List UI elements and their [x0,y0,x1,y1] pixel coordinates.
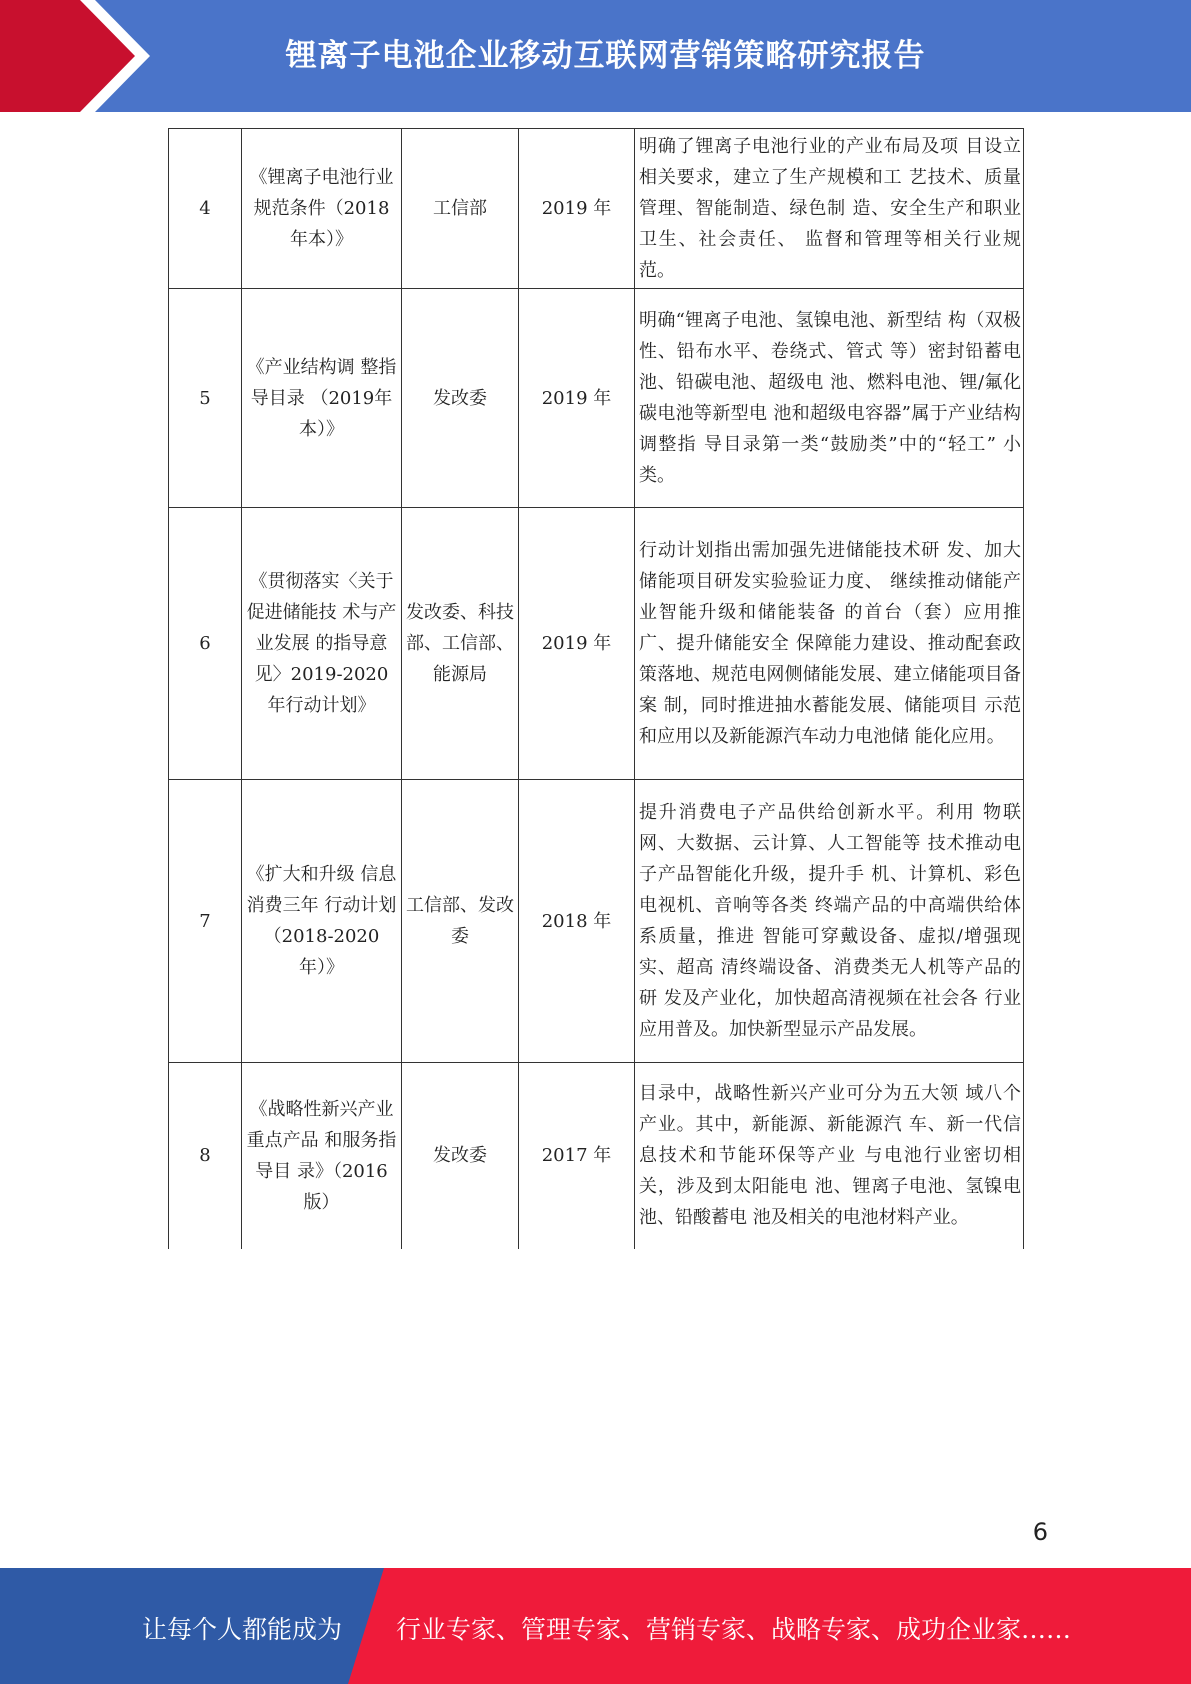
row-number: 8 [169,1063,242,1249]
policy-content: 行动计划指出需加强先进储能技术研 发、加大储能项目研发实验验证力度、 继续推动储能产业智能升级和储能装备 的首台（套）应用推广、提升储能安全 保障能力建设、推动配套政策落地、规范电网侧储能发展、建立储能项目备案 制，同时推进抽水蓄能发展、储能项目 示范和应用以及新能源汽车动力电池储 能化应用。 [635,508,1024,780]
row-number: 6 [169,508,242,780]
issuing-department: 工信部、发改委 [402,780,519,1063]
table-row [169,780,1024,1063]
table-row [169,508,1024,780]
policy-content: 明确“锂离子电池、氢镍电池、新型结 构（双极性、铅布水平、卷绕式、管式 等）密封铅蓄电池、铅碳电池、超级电 池、燃料电池、锂/氟化碳电池等新型电 池和超级电容器”属于产业结构调整指 导目录第一类“鼓励类”中的“轻工” 小类。 [635,289,1024,508]
policy-content: 提升消费电子产品供给创新水平。利用 物联网、大数据、云计算、人工智能等 技术推动电子产品智能化升级，提升手 机、计算机、彩色电视机、音响等各类 终端产品的中高端供给体系质量，推进 智能可穿戴设备、虚拟/增强现实、超高 清终端设备、消费类无人机等产品的研 发及产业化，加快超高清视频在社会各 行业应用普及。加快新型显示产品发展。 [635,780,1024,1063]
policy-name: 《产业结构调 整指导目录 （2019年本）》 [242,289,402,508]
footer-slogan-roles: 行业专家、管理专家、营销专家、战略专家、成功企业家…… [396,1615,1072,1644]
row-number: 5 [169,289,242,508]
policy-name: 《锂离子电池行业规范条件（2018年本）》 [242,129,402,289]
policy-name: 《贯彻落实〈关于促进储能技 术与产业发展 的指导意见〉2019-2020年行动计划》 [242,508,402,780]
footer-slogan-lead: 让每个人都能成为 [142,1615,343,1644]
report-title: 锂离子电池企业移动互联网营销策略研究报告 [285,38,926,74]
row-number: 4 [169,129,242,289]
issue-year: 2019 年 [519,129,635,289]
policy-content: 明确了锂离子电池行业的产业布局及项 目设立相关要求，建立了生产规模和工 艺技术、质量管理、智能制造、绿色制 造、安全生产和职业卫生、社会责任、 监督和管理等相关行业规范。 [635,129,1024,289]
issue-year: 2019 年 [519,508,635,780]
page-footer [0,1568,1191,1684]
policy-name: 《战略性新兴产业重点产品 和服务指导目 录》（2016版） [242,1063,402,1249]
issuing-department: 发改委 [402,289,519,508]
page-number: 6 [1032,1518,1048,1546]
policy-table [168,128,1024,1249]
policy-name: 《扩大和升级 信息消费三年 行动计划 （2018-2020年）》 [242,780,402,1063]
policy-table-container [168,128,1023,1249]
table-row [169,1063,1024,1249]
issuing-department: 工信部 [402,129,519,289]
issuing-department: 发改委、科技部、工信部、能源局 [402,508,519,780]
issue-year: 2017 年 [519,1063,635,1249]
issuing-department: 发改委 [402,1063,519,1249]
issue-year: 2019 年 [519,289,635,508]
row-number: 7 [169,780,242,1063]
issue-year: 2018 年 [519,780,635,1063]
page-header [0,0,1191,112]
table-row [169,289,1024,508]
table-row [169,129,1024,289]
policy-content: 目录中，战略性新兴产业可分为五大领 域八个产业。其中，新能源、新能源汽 车、新一代信息技术和节能环保等产业 与电池行业密切相关，涉及到太阳能电 池、锂离子电池、氢镍电池、铅酸蓄电 池及相关的电池材料产业。 [635,1063,1024,1249]
